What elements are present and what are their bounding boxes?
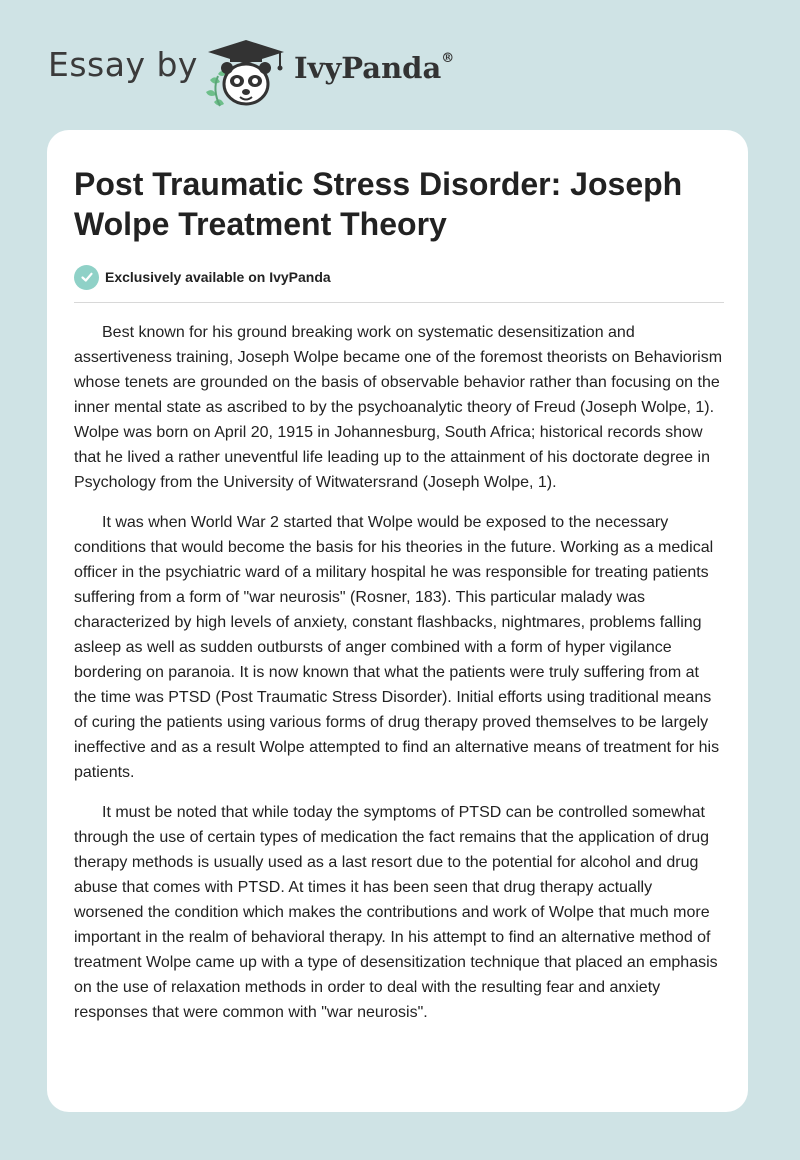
article-card xyxy=(47,130,748,1112)
brand-name-text: IvyPanda xyxy=(294,51,442,85)
checkmark-icon xyxy=(74,265,99,290)
paragraph: It must be noted that while today the symptoms of PTSD can be controlled somewhat through the use of certain types of medication the fact remains that the application of drug therapy methods is usually used as a last resort due to the potential for alcohol and drug abuse that comes with PTSD. At times it has been seen that drug therapy actually worsened the condition which makes the contributions and work of Wolpe that much more important in the realm of behavioral therapy. In his attempt to find an alternative method of treatment Wolpe came up with a type of desensitization technique that placed an emphasis on the use of relaxation methods in order to deal with the resulting fear and anxiety responses that were common with "war neurosis". xyxy=(74,804,718,1021)
exclusive-badge xyxy=(74,264,331,290)
divider xyxy=(74,302,724,303)
registered-mark: ® xyxy=(441,51,455,66)
article-body xyxy=(74,320,724,1040)
essay-by-label: Essay by xyxy=(48,45,198,84)
brand-name[interactable] xyxy=(294,51,455,85)
paragraph: Best known for his ground breaking work on systematic desensitization and assertiveness training, Joseph Wolpe became one of the foremost theorists on Behaviorism whose tenets are grounded on the basis of observable behavior rather than focusing on the inner mental state as ascribed to by the psychoanalytic theory of Freud (Joseph Wolpe, 1). Wolpe was born on April 20, 1915 in Johannesburg, South Africa; historical records show that he lived a rather uneventful life leading up to the attainment of his doctorate degree in Psychology from the University of Witwatersrand (Joseph Wolpe, 1). xyxy=(74,324,723,491)
badge-text: Exclusively available on IvyPanda xyxy=(105,269,331,285)
article-title: Post Traumatic Stress Disorder: Joseph Wolpe Treatment Theory xyxy=(74,166,683,242)
paragraph: It was when World War 2 started that Wolpe would be exposed to the necessary conditions that would become the basis for his theories in the future. Working as a medical officer in the psychiatric ward of a military hospital he was responsible for treating patients suffering from a form of "war neurosis" (Rosner, 183). This particular malady was characterized by high levels of anxiety, constant flashbacks, nightmares, problems falling asleep as well as sudden outbursts of anger combined with a form of hyper vigilance bordering on paranoia. It is now known that what the patients were truly suffering from at the time was PTSD (Post Traumatic Stress Disorder). Initial efforts using traditional means of curing the patients using various forms of drug therapy proved themselves to be largely ineffective and as a result Wolpe attempted to find an alternative means of treatment for his patients. xyxy=(74,514,720,781)
panda-graduate-logo-icon[interactable] xyxy=(200,36,292,108)
site-header xyxy=(0,0,800,130)
